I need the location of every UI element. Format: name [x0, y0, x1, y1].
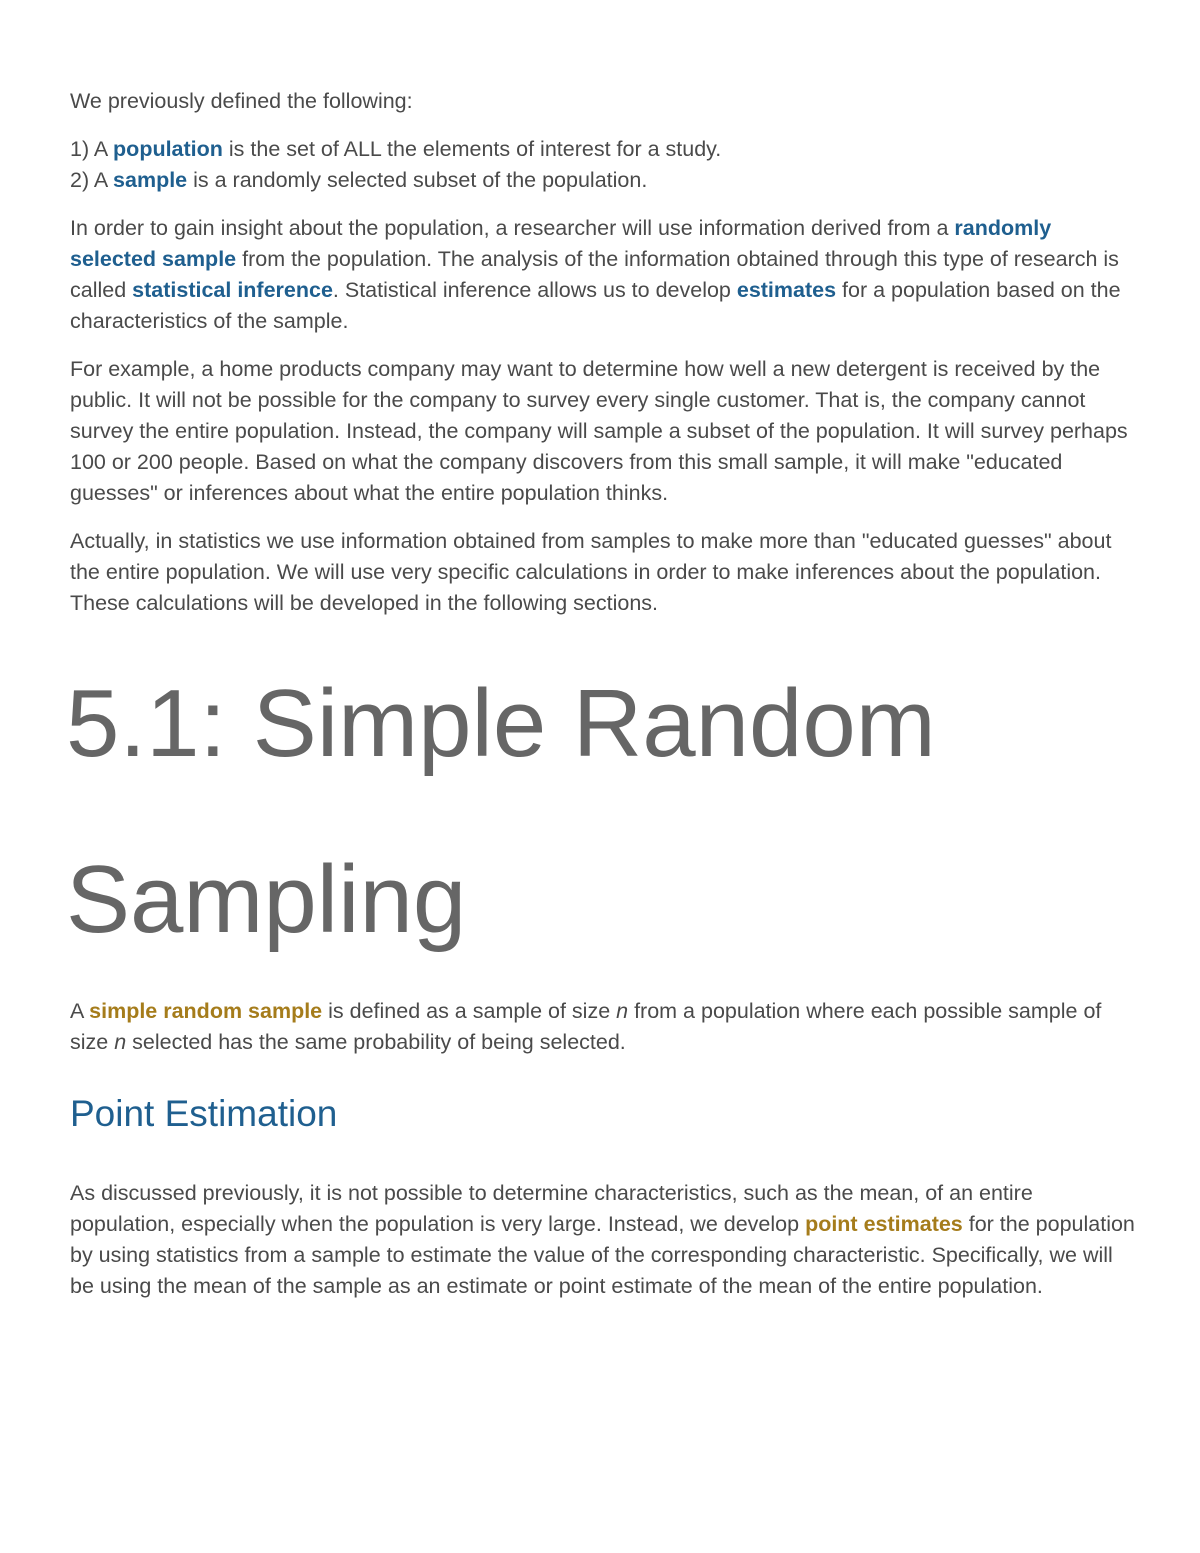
example-paragraph: For example, a home products company may want to determine how well a new detergent is received by the public. It will not be possible for the company to survey every single customer. That is, the company cannot survey the entire population. Instead, the company will sample a subset of the population. It will survey perhaps 100 or 200 people. Based on what the company discovers from this small sample, it will make "educated guesses" or inferences about what the entire population thinks. — [70, 357, 1128, 505]
definition-sample — [70, 165, 1140, 196]
definition-prefix: 1) A — [70, 137, 114, 161]
insight-paragraph — [70, 213, 1140, 337]
srs-text-1: A — [70, 999, 90, 1023]
variable-n: n — [114, 1030, 127, 1054]
section-title: 5.1: Simple Random Sampling — [66, 670, 936, 953]
srs-text-3: from a population where each possible sample of size — [70, 999, 1102, 1054]
term-randomly-selected-sample: randomly selected sample — [70, 216, 1052, 271]
insight-text-1: In order to gain insight about the population, a researcher will use information derived from a — [70, 216, 955, 240]
point-text-1: As discussed previously, it is not possible to determine characteristics, such as the mean, of an entire population, especially when the population is very large. Instead, we develop — [70, 1181, 1033, 1236]
srs-definition — [70, 996, 1140, 1058]
insight-text-2: from the population. The analysis of the information obtained through this type of research is called — [70, 247, 1119, 302]
definition-text: is the set of ALL the elements of interest for a study. — [222, 137, 722, 161]
srs-text-4: selected has the same probability of being selected. — [126, 1030, 626, 1054]
term-statistical-inference: statistical inference — [132, 278, 333, 302]
variable-n: n — [616, 999, 629, 1023]
insight-text-3: . Statistical inference allows us to develop — [332, 278, 737, 302]
insight-text-4: for a population based on the characteristics of the sample. — [70, 278, 1121, 333]
intro-lead: We previously defined the following: — [70, 89, 413, 113]
term-population: population — [113, 137, 223, 161]
term-sample: sample — [113, 168, 188, 192]
actually-paragraph: Actually, in statistics we use information obtained from samples to make more than "educated guesses" about the entire population. We will use very specific calculations in order to make inferences about the population. These calculations will be developed in the following sections. — [70, 529, 1112, 615]
point-estimation-paragraph — [70, 1178, 1140, 1302]
term-estimates: estimates — [736, 278, 837, 302]
document-page — [66, 86, 1140, 1319]
definition-text: is a randomly selected subset of the population. — [187, 168, 648, 192]
subsection-title: Point Estimation — [70, 1093, 338, 1134]
point-text-2: for the population by using statistics from a sample to estimate the value of the corresponding characteristic. Specifically, we will be using the mean of the sample as an estimate or point estimate of the mean of the entire population. — [70, 1212, 1135, 1298]
definition-population — [70, 134, 1140, 165]
term-simple-random-sample: simple random sample — [89, 999, 323, 1023]
srs-text-2: is defined as a sample of size — [322, 999, 617, 1023]
definition-prefix: 2) A — [70, 168, 114, 192]
term-point-estimates: point estimates — [805, 1212, 963, 1236]
